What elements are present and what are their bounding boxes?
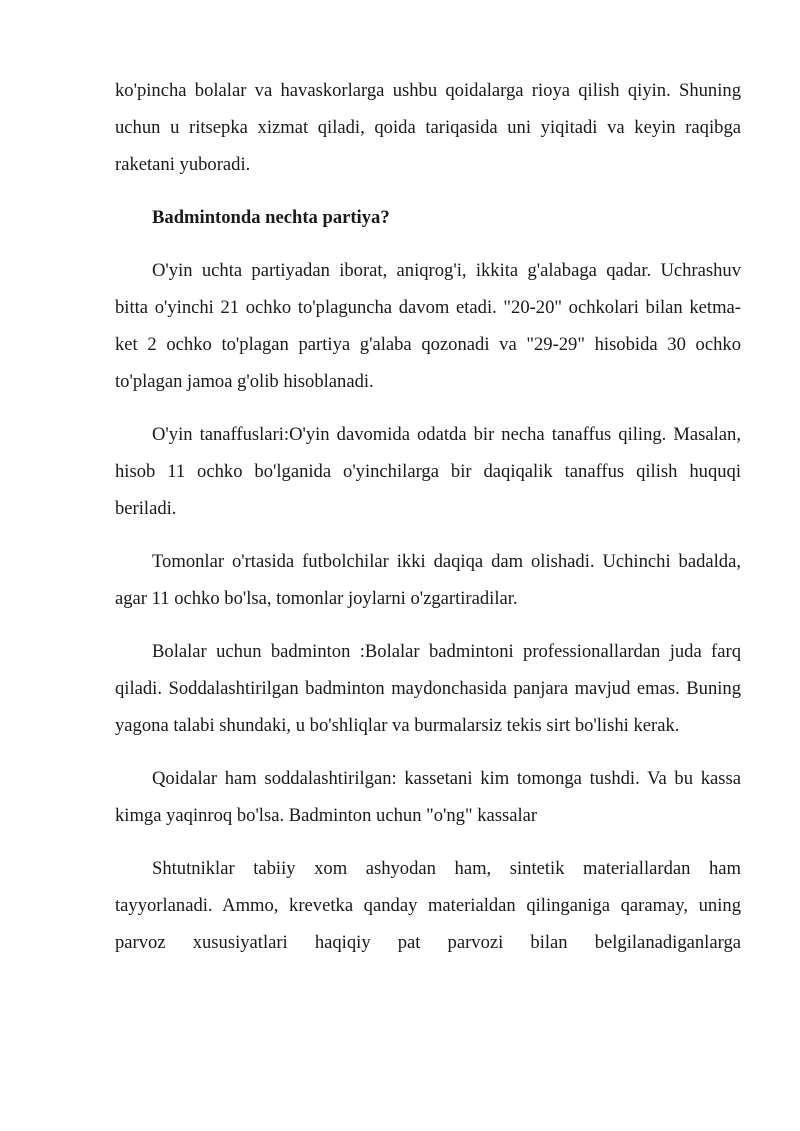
paragraph-qoidalar: Qoidalar ham soddalashtirilgan: kassetani kim tomonga tushdi. Va bu kassa kimga yaqinroq bo'lsa. Badminton uchun "o'ng" kassalar xyxy=(115,768,741,826)
paragraph-bolalar: Bolalar uchun badminton :Bolalar badmintoni professionallardan juda farq qiladi. Soddalashtirilgan badminton maydonchasida panjara mavjud emas. Buning yagona talabi shundaki, u bo'shliqlar va burmalarsiz tekis sirt bo'lishi kerak. xyxy=(115,641,741,736)
document-page xyxy=(115,72,741,977)
paragraph-shtutniklar: Shtutniklar tabiiy xom ashyodan ham, sintetik materiallardan ham tayyorlanadi. Ammo, krevetka qanday materialdan qilinganiga qaramay, uning parvoz xususiyatlari haqiqiy pat parvozi bilan belgilanadiganlarga xyxy=(115,858,741,953)
paragraph-continuation: ko'pincha bolalar va havaskorlarga ushbu qoidalarga rioya qilish qiyin. Shuning uchun u ritsepka xizmat qiladi, qoida tariqasida uni yiqitadi va keyin raqibga raketani yuboradi. xyxy=(115,80,741,175)
paragraph-tomonlar: Tomonlar o'rtasida futbolchilar ikki daqiqa dam olishadi. Uchinchi badalda, agar 11 ochko bo'lsa, tomonlar joylarni o'zgartiradilar. xyxy=(115,551,741,609)
section-heading: Badmintonda nechta partiya? xyxy=(152,207,390,228)
paragraph-partiya: O'yin uchta partiyadan iborat, aniqrog'i, ikkita g'alabaga qadar. Uchrashuv bitta o'yinchi 21 ochko to'plaguncha davom etadi. "20-20" ochkolari bilan ketma-ket 2 ochko to'plagan partiya g'alaba qozonadi va "29-29" hisobida 30 ochko to'plagan jamoa g'olib hisoblanadi. xyxy=(115,260,741,392)
paragraph-tanaffus: O'yin tanaffuslari:O'yin davomida odatda bir necha tanaffus qiling. Masalan, hisob 11 ochko bo'lganida o'yinchilarga bir daqiqalik tanaffus qilish huquqi beriladi. xyxy=(115,424,741,519)
